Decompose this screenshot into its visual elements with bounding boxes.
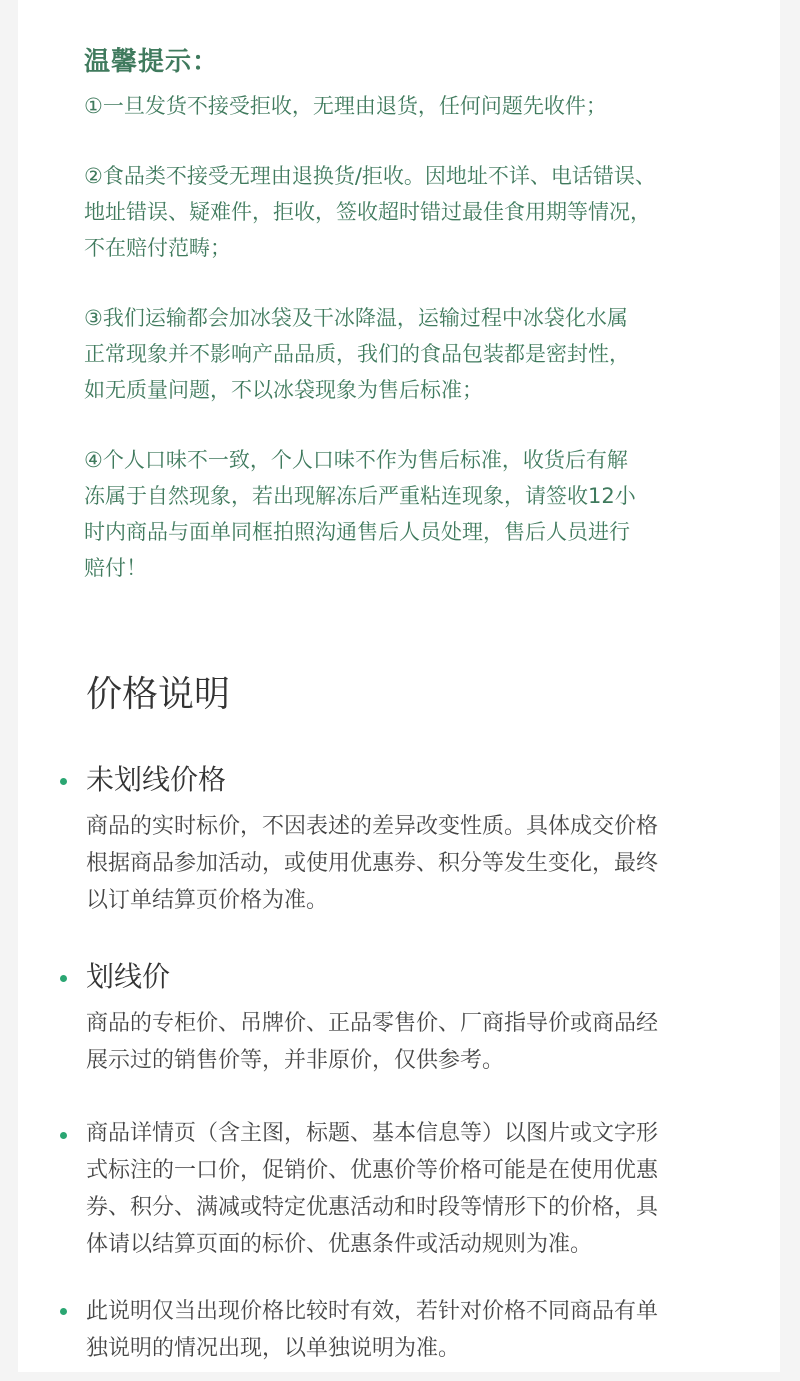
- tip-item-1: ①一旦发货不接受拒收，无理由退货，任何问题先收件；: [84, 94, 607, 118]
- warm-tips-title: 温馨提示：: [84, 47, 220, 77]
- strike-price-body: 商品的专柜价、吊牌价、正品零售价、厂商指导价或商品经 展示过的销售价等，并非原价，仅供参考。: [86, 1011, 659, 1073]
- bullet-icon: [60, 778, 67, 785]
- strike-price-item: [54, 957, 774, 1079]
- warm-tips-section: [84, 30, 744, 620]
- strike-price-heading: 划线价: [86, 960, 171, 993]
- unstrike-price-body: 商品的实时标价，不因表述的差异改变性质。具体成交价格 根据商品参加活动，或使用优惠券、积分等发生变化，最终 以订单结算页价格为准。: [86, 814, 659, 913]
- price-note-2-text: 此说明仅当出现价格比较时有效，若针对价格不同商品有单 独说明的情况出现，以单独说明为准。: [86, 1299, 659, 1361]
- content-card: [18, 0, 780, 1372]
- tip-item-3: ③我们运输都会加冰袋及干冰降温，运输过程中冰袋化水属 正常现象并不影响产品品质，我们的食品包装都是密封性， 如无质量问题，不以冰袋现象为售后标准；: [84, 306, 630, 402]
- price-explanation-section: [54, 670, 774, 1367]
- price-note-item-1: [54, 1115, 774, 1263]
- unstrike-price-heading: 未划线价格: [86, 763, 227, 796]
- price-section-title: 价格说明: [86, 674, 231, 715]
- tip-item-2: ②食品类不接受无理由退换货/拒收。因地址不详、电话错误、 地址错误、疑难件，拒收，签收超时错过最佳食用期等情况， 不在赔付范畴；: [84, 164, 656, 260]
- price-note-1-text: 商品详情页（含主图，标题、基本信息等）以图片或文字形 式标注的一口价，促销价、优惠价等价格可能是在使用优惠 券、积分、满减或特定优惠活动和时段等情形下的价格，具 体请以结算页面的标价、优惠条件或活动规则为准。: [86, 1121, 659, 1257]
- price-note-item-2: [54, 1293, 774, 1367]
- bullet-icon: [60, 1308, 67, 1315]
- tip-item-4: ④个人口味不一致，个人口味不作为售后标准，收货后有解 冻属于自然现象，若出现解冻后严重粘连现象，请签收12小 时内商品与面单同框拍照沟通售后人员处理，售后人员进行 赔付！: [84, 448, 636, 580]
- unstrike-price-item: [54, 760, 774, 919]
- bullet-icon: [60, 975, 67, 982]
- bullet-icon: [60, 1132, 67, 1139]
